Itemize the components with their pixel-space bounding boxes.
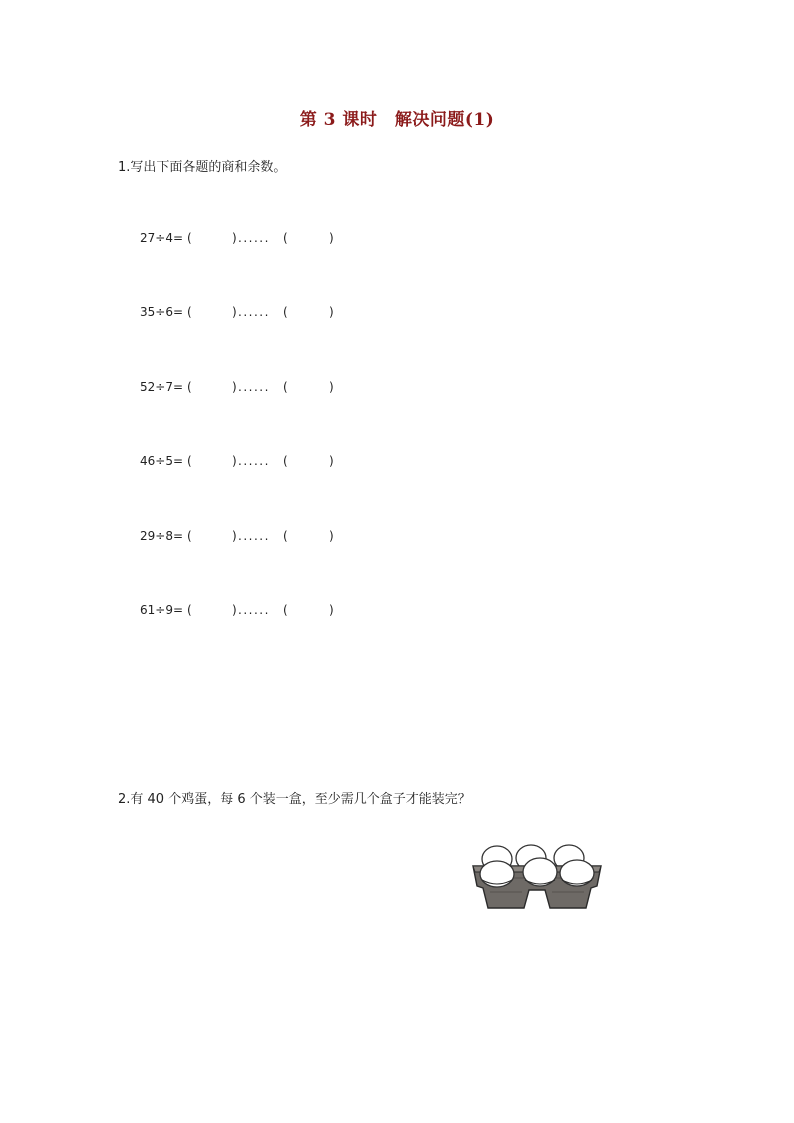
quotient-paren-open: ( xyxy=(187,231,192,245)
quotient-paren-open: ( xyxy=(187,380,192,394)
quotient-paren-close: ) xyxy=(232,454,237,468)
quotient-paren-close: ) xyxy=(232,305,237,319)
remainder-paren-close: ) xyxy=(329,454,334,468)
exercise-expression: 35÷6= xyxy=(140,305,184,319)
exercise-expression: 61÷9= xyxy=(140,603,184,617)
quotient-paren-close: ) xyxy=(232,529,237,543)
quotient-paren-close: ) xyxy=(232,380,237,394)
remainder-dots: ...... xyxy=(238,305,270,319)
question-2-prompt: 2.有 40 个鸡蛋，每 6 个装一盒，至少需几个盒子才能装完？ xyxy=(118,792,471,807)
remainder-paren-open: ( xyxy=(283,231,288,245)
remainder-dots: ...... xyxy=(238,603,270,617)
quotient-paren-open: ( xyxy=(187,305,192,319)
exercise-expression: 29÷8= xyxy=(140,529,184,543)
remainder-dots: ...... xyxy=(238,454,270,468)
quotient-paren-open: ( xyxy=(187,529,192,543)
egg-carton-icon xyxy=(470,842,604,914)
remainder-paren-close: ) xyxy=(329,231,334,245)
remainder-paren-close: ) xyxy=(329,305,334,319)
remainder-paren-open: ( xyxy=(283,603,288,617)
exercise-expression: 27÷4= xyxy=(140,231,184,245)
remainder-dots: ...... xyxy=(238,380,270,394)
remainder-paren-close: ) xyxy=(329,603,334,617)
remainder-paren-close: ) xyxy=(329,380,334,394)
quotient-paren-open: ( xyxy=(187,603,192,617)
exercise-expression: 52÷7= xyxy=(140,380,184,394)
remainder-paren-open: ( xyxy=(283,305,288,319)
exercise-expression: 46÷5= xyxy=(140,454,184,468)
remainder-dots: ...... xyxy=(238,231,270,245)
remainder-paren-open: ( xyxy=(283,454,288,468)
remainder-paren-open: ( xyxy=(283,380,288,394)
quotient-paren-close: ) xyxy=(232,603,237,617)
question-1-prompt: 1.写出下面各题的商和余数。 xyxy=(118,160,287,175)
quotient-paren-open: ( xyxy=(187,454,192,468)
remainder-paren-close: ) xyxy=(329,529,334,543)
page-title: 第 3 课时 解决问题(1) xyxy=(299,110,495,130)
quotient-paren-close: ) xyxy=(232,231,237,245)
remainder-paren-open: ( xyxy=(283,529,288,543)
remainder-dots: ...... xyxy=(238,529,270,543)
